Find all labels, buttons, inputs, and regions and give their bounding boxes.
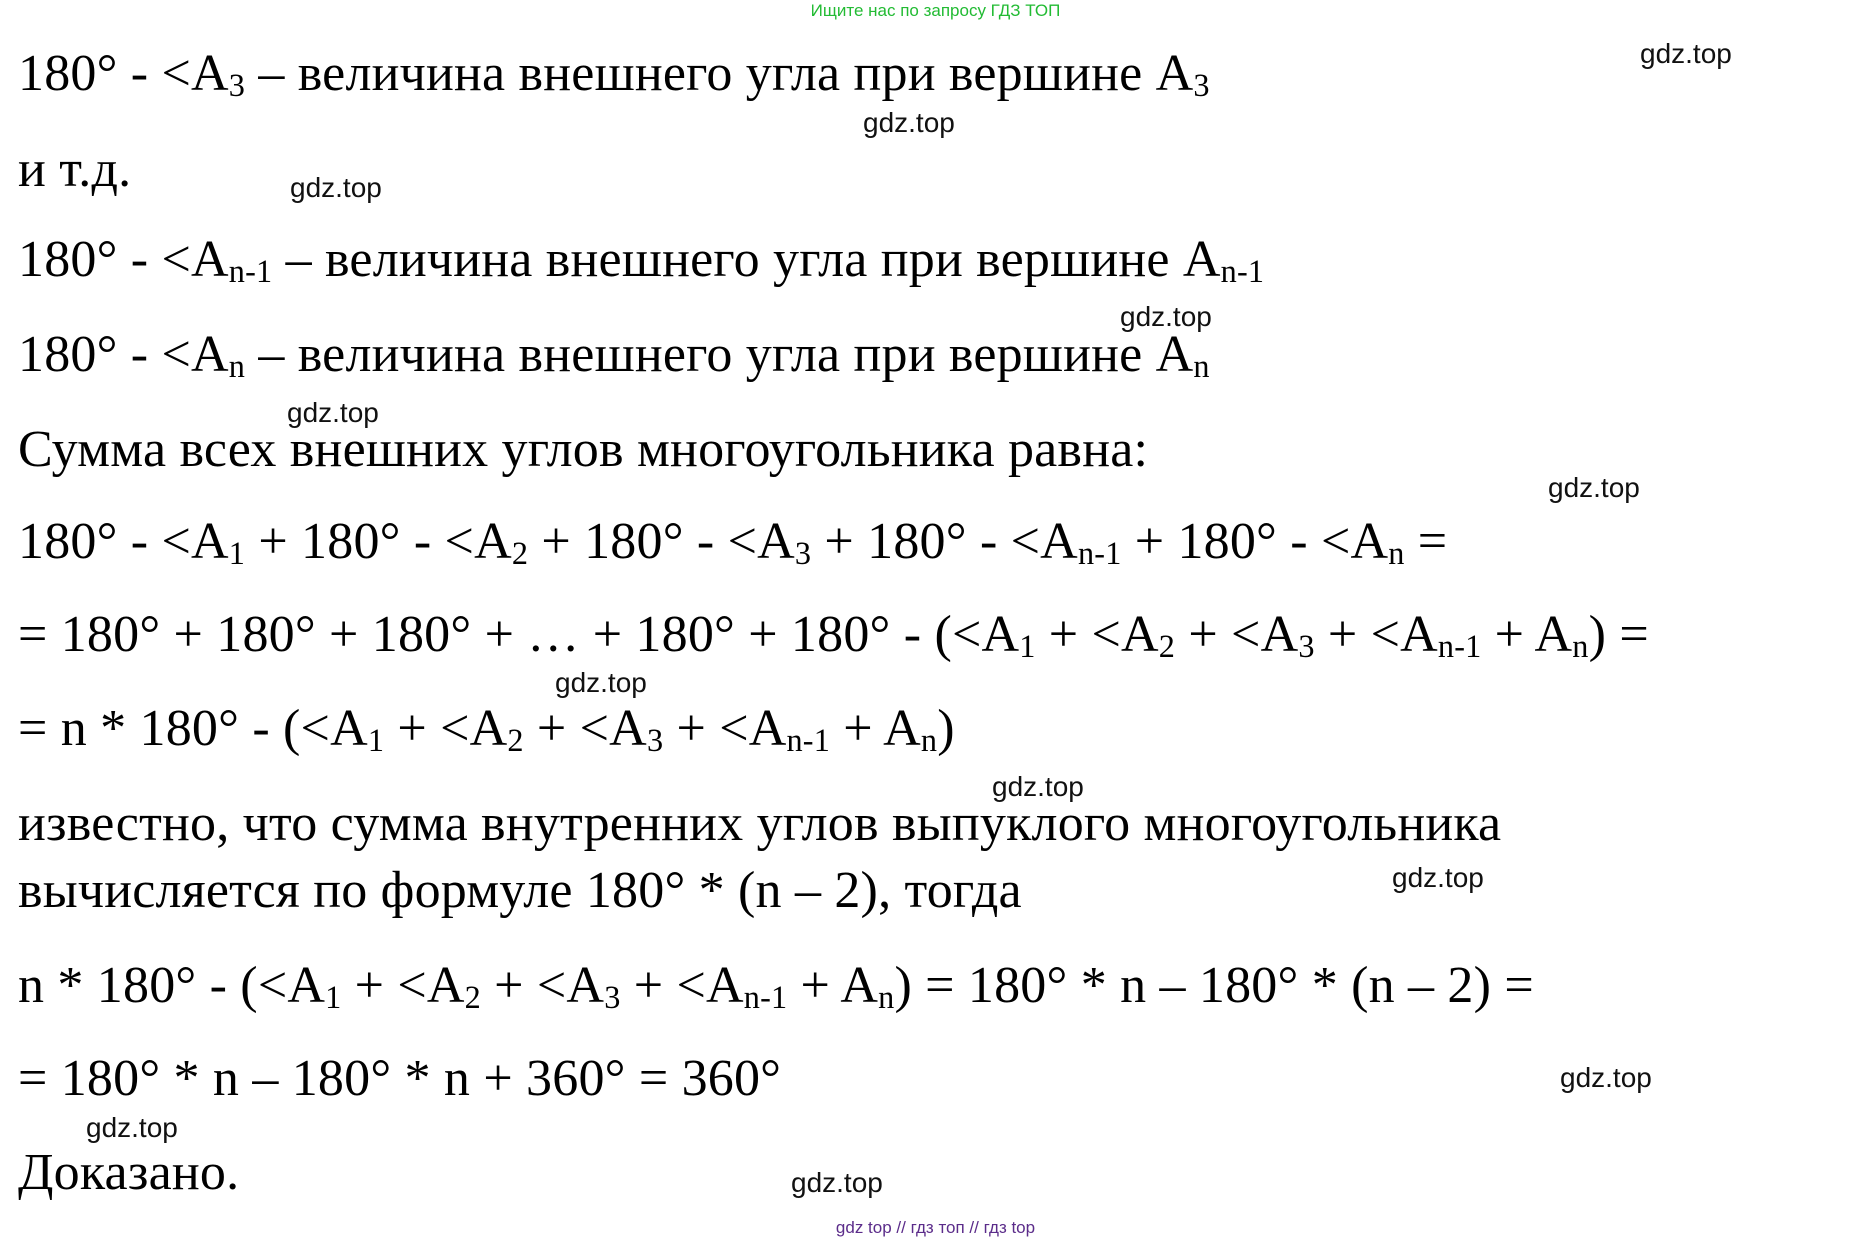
text-line-4: $180^\circ - <A_n$ – величина внешнего угла при вершине $A_n$ xyxy=(18,326,1210,384)
watermark: gdz.top xyxy=(290,172,382,203)
footer: gdz top // гдз топ // гдз top xyxy=(835,1218,1036,1237)
text-line-7: = 180° + 180° + 180° + … + $180^\circ + 180^\circ - (<A_1 + <A_2 + <A_3 + <A_{n-1} + A_n)$ = xyxy=(18,606,1649,664)
watermark: gdz.top xyxy=(791,1167,883,1198)
watermark: gdz.top xyxy=(863,107,955,138)
text-line-5: Сумма всех внешних углов многоугольника равна: xyxy=(18,421,1149,478)
watermark: gdz.top xyxy=(1560,1062,1652,1093)
text-line-1: $180^\circ - <A_3$ – величина внешнего угла при вершине $A_3$ xyxy=(18,45,1210,103)
text-line-6: $180^\circ - <A_1 + 180^\circ - <A_2 + 180^\circ - <A_3 + 180^\circ - <A_{n-1} + 180^\circ - <A_n$ = xyxy=(18,513,1448,571)
watermark: gdz.top xyxy=(1640,38,1732,69)
text-line-2: и т.д. xyxy=(18,141,132,198)
watermark: gdz.top xyxy=(555,667,647,698)
watermark: gdz.top xyxy=(1392,862,1484,893)
watermark: gdz.top xyxy=(992,771,1084,802)
text-line-11: $n * 180^\circ - (<A_1 + <A_2 + <A_3 + <A_{n-1} + A_n) = 180^\circ * n - 180^\circ * (n - 2)$ = xyxy=(18,957,1534,1015)
top-banner: Ищите нас по запросу ГДЗ ТОП xyxy=(810,1,1061,20)
text-line-10: вычисляется по формуле 180° * (n – 2), тогда xyxy=(18,862,1022,919)
watermark: gdz.top xyxy=(287,397,379,428)
text-line-3: $180^\circ - <A_{n-1}$ – величина внешнего угла при вершине $A_{n-1}$ xyxy=(18,231,1265,289)
text-line-9: известно, что сумма внутренних углов выпуклого многоугольника xyxy=(18,795,1502,852)
text-line-8: = $n * 180^\circ - (<A_1 + <A_2 + <A_3 + <A_{n-1} + A_n)$ xyxy=(18,700,955,758)
watermark: gdz.top xyxy=(86,1112,178,1143)
watermark: gdz.top xyxy=(1548,472,1640,503)
watermark: gdz.top xyxy=(1120,301,1212,332)
text-line-12: = 180° * n – 180° * n + 360° = 360° xyxy=(18,1050,782,1107)
text-line-13: Доказано. xyxy=(18,1144,240,1201)
